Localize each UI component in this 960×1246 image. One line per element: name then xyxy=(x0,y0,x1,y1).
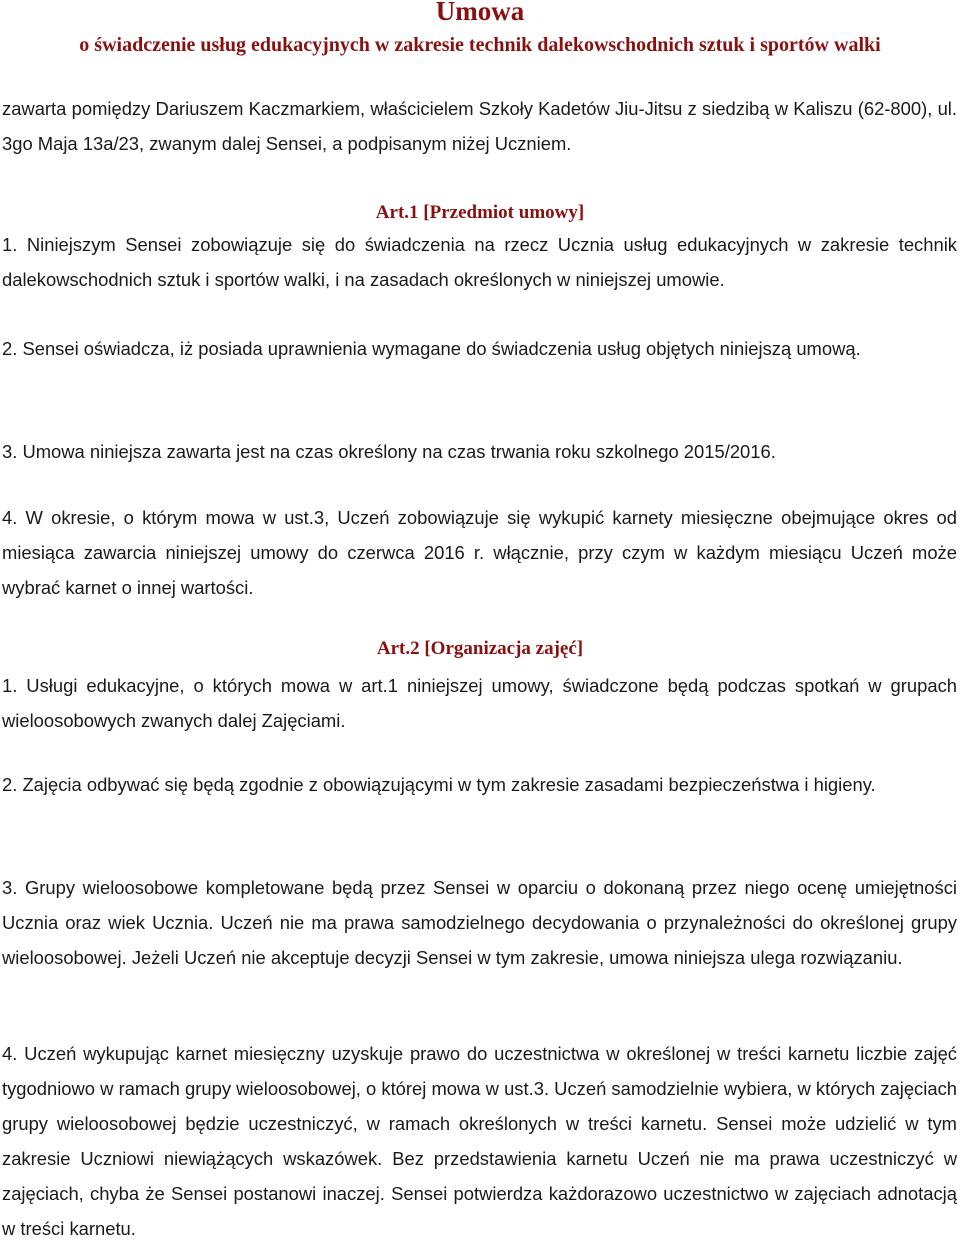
article-1-heading: Art.1 [Przedmiot umowy] xyxy=(375,202,585,223)
intro-paragraph: zawarta pomiędzy Dariuszem Kaczmarkiem, właścicielem Szkoły Kadetów Jiu-Jitsu z siedzibą w Kaliszu (62-800), ul. 3go Maja 13a/23, zwanym dalej Sensei, a podpisanym niżej Uczniem. xyxy=(2,98,957,154)
article-2-paragraph-4: 4. Uczeń wykupując karnet miesięczny uzyskuje prawo do uczestnictwa w określonej w treści karnetu liczbie zajęć tygodniowo w ramach grupy wieloosobowej, o której mowa w ust.3. Uczeń samodzielnie wybiera, w których zajęciach grupy wieloosobowej będzie uczestniczyć, w ramach określonych w treści karnetu. Sensei może udzielić w tym zakresie Uczniowi niewiążących wskazówek. Bez przedstawienia karnetu Uczeń nie ma prawa uczestniczyć w zajęciach, chyba że Sensei postanowi inaczej. Sensei potwierdza każdorazowo uczestnictwo w zajęciach adnotacją w treści karnetu. xyxy=(2,1043,957,1239)
article-2-paragraph-2: 2. Zajęcia odbywać się będą zgodnie z obowiązującymi w tym zakresie zasadami bezpieczeństwa i higieny. xyxy=(2,774,876,795)
article-2-heading: Art.2 [Organizacja zajęć] xyxy=(376,638,584,659)
article-2-paragraph-3: 3. Grupy wieloosobowe kompletowane będą przez Sensei w oparciu o dokonaną przez niego ocenę umiejętności Ucznia oraz wiek Ucznia. Uczeń nie ma prawa samodzielnego decydowania o przynależności do określonej grupy wieloosobowej. Jeżeli Uczeń nie akceptuje decyzji Sensei w tym zakresie, umowa niniejsza ulega rozwiązaniu. xyxy=(2,877,957,968)
document-subtitle: o świadczenie usług edukacyjnych w zakresie technik dalekowschodnich sztuk i sportów walki xyxy=(79,34,881,56)
article-1-paragraph-3: 3. Umowa niniejsza zawarta jest na czas określony na czas trwania roku szkolnego 2015/2016. xyxy=(2,441,776,462)
article-2-paragraph-1: 1. Usługi edukacyjne, o których mowa w art.1 niniejszej umowy, świadczone będą podczas spotkań w grupach wieloosobowych zwanych dalej Zajęciami. xyxy=(2,675,957,731)
article-1-paragraph-1: 1. Niniejszym Sensei zobowiązuje się do świadczenia na rzecz Ucznia usług edukacyjnych w zakresie technik dalekowschodnich sztuk i sportów walki, i na zasadach określonych w niniejszej umowie. xyxy=(2,234,957,290)
article-1-paragraph-4: 4. W okresie, o którym mowa w ust.3, Uczeń zobowiązuje się wykupić karnety miesięczne obejmujące okres od miesiąca zawarcia niniejszej umowy do czerwca 2016 r. włącznie, przy czym w każdym miesiącu Uczeń może wybrać karnet o innej wartości. xyxy=(2,507,957,598)
document-title: Umowa xyxy=(435,0,525,26)
article-1-paragraph-2: 2. Sensei oświadcza, iż posiada uprawnienia wymagane do świadczenia usług objętych niniejszą umową. xyxy=(2,338,861,359)
